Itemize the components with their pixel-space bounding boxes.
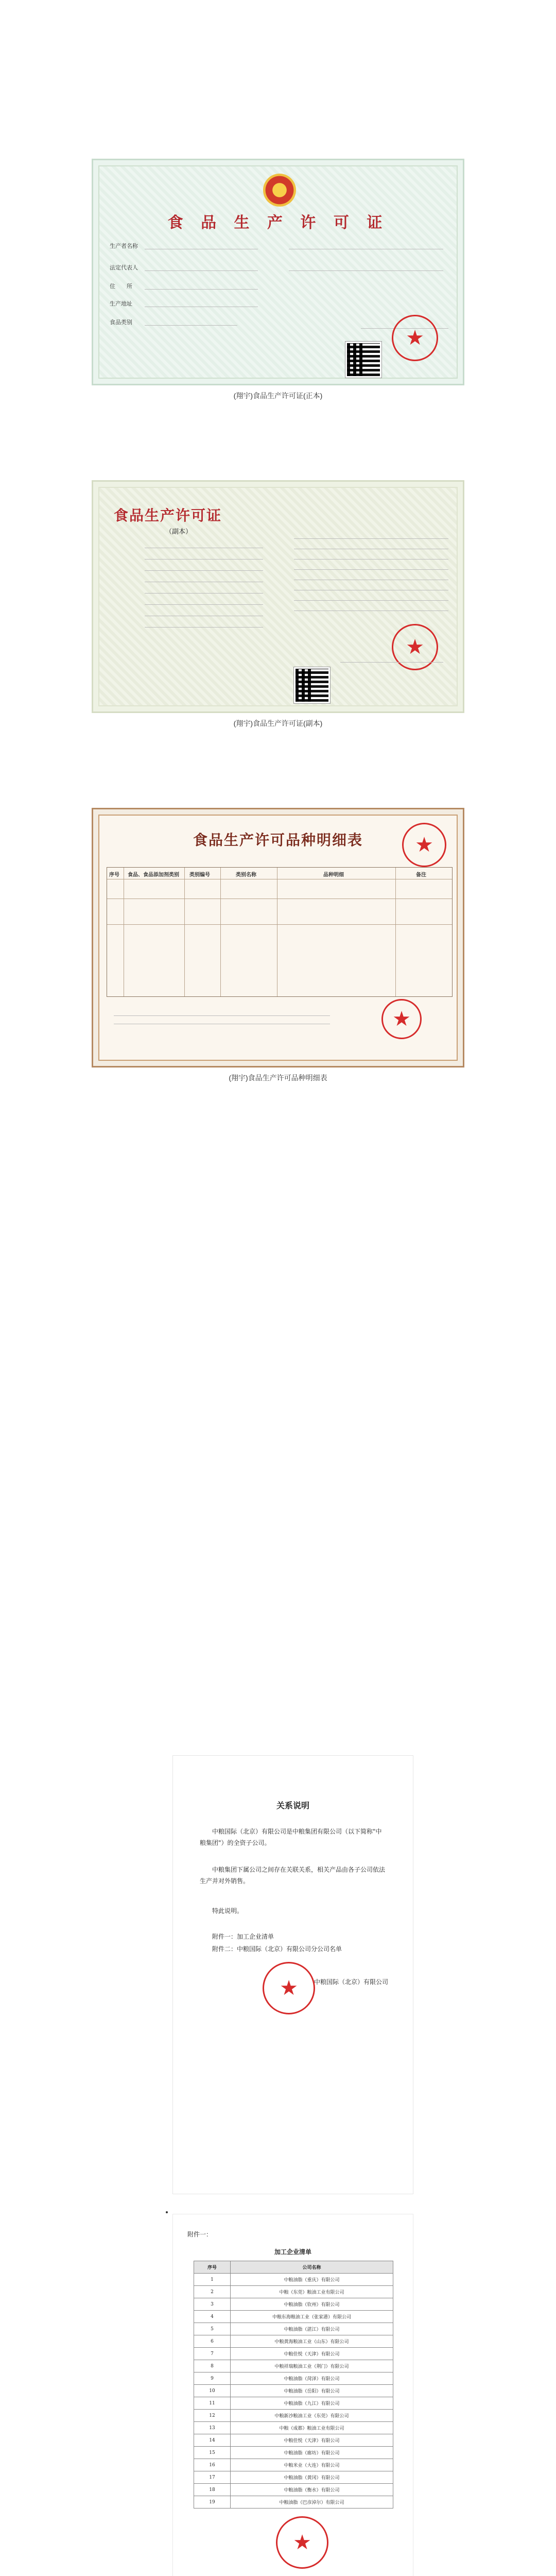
field-line [294,600,448,601]
official-seal-icon [392,315,438,361]
row-index-cell: 10 [194,2385,231,2397]
processing-enterprises-table [194,2261,393,2509]
row-index-cell: 16 [194,2459,231,2471]
letter-paragraph: 中粮国际（北京）有限公司是中粮集团有限公司（以下简称"中粮集团"）的全资子公司。 [200,1828,382,1846]
letter-paragraph: 中粮集团下属公司之间存在关联关系，相关产品由各子公司依法生产并对外销售。 [200,1866,386,1885]
row-index-cell: 7 [194,2348,231,2360]
company-name-cell: 中粮油脂（廊坊）有限公司 [231,2447,393,2459]
company-name-cell: 中粮油脂（九江）有限公司 [231,2397,393,2410]
table-rule [220,868,221,996]
letter-heading: 关系说明 [276,1801,309,1810]
letter-paragraph: 特此说明。 [212,1907,244,1914]
row-index-cell: 9 [194,2372,231,2385]
letter-attachment: 附件二：中粮国际（北京）有限公司分公司名单 [212,1945,342,1953]
row-index-cell: 17 [194,2471,231,2484]
row-index-cell: 4 [194,2311,231,2323]
table-row [194,2360,393,2372]
company-name-cell: 中粮油脂（钦州）有限公司 [231,2298,393,2311]
company-name-cell: 中粮油脂（黄冈）有限公司 [231,2471,393,2484]
table-row [194,2410,393,2422]
field-line [145,604,263,605]
certificate-subtitle: （副本） [165,528,193,536]
certificate-detail-table [92,808,464,1067]
row-index-cell: 12 [194,2410,231,2422]
row-index-cell: 8 [194,2360,231,2372]
table-header-cell: 序号 [109,872,119,878]
row-index-cell: 14 [194,2434,231,2447]
field-line [289,270,443,271]
company-name-cell: 中粮东海粮油工业（张家港）有限公司 [231,2311,393,2323]
company-name-cell: 中粮油脂（重庆）有限公司 [231,2274,393,2286]
row-index-cell: 6 [194,2335,231,2348]
company-name-cell: 中粮佳悦（天津）有限公司 [231,2348,393,2360]
company-name-cell: 中粮油脂（湛江）有限公司 [231,2323,393,2335]
separator-dot [166,2211,168,2213]
field-label: 生产者名称 [110,243,138,249]
qr-code-icon [294,667,330,703]
official-seal-icon [381,999,422,1039]
table-row [194,2372,393,2385]
company-name-cell: 中粮油脂（巴彦淖尔）有限公司 [231,2496,393,2509]
company-name-cell: 中粮（东莞）粮油工业有限公司 [231,2286,393,2298]
company-name-cell: 中粮佳悦（天津）有限公司 [231,2434,393,2447]
row-index-cell: 19 [194,2496,231,2509]
field-line [145,559,263,560]
certificate-caption: (翔宇)食品生产许可证(副本) [233,719,323,727]
footnote-line [114,1015,330,1016]
table-row [194,2422,393,2434]
certificate-title: 食品生产许可证 [114,507,222,524]
field-label: 生产地址 [110,300,132,307]
table-rule [395,868,396,996]
certificate-title: 食 品 生 产 许 可 证 [167,214,389,232]
table-row [194,2471,393,2484]
letter-attachment: 附件一：加工企业清单 [212,1933,274,1940]
appendix-one-page [173,2214,413,2576]
table-row [194,2286,393,2298]
table-row [194,2385,393,2397]
field-line [145,289,258,290]
company-name-cell: 中粮新沙粮油工业（东莞）有限公司 [231,2410,393,2422]
certificate-original [92,159,464,385]
field-line [294,569,448,570]
issuer-line [340,662,443,663]
letter-signature: 中粮国际（北京）有限公司 [314,1978,388,1986]
row-index-cell: 15 [194,2447,231,2459]
company-seal-icon [263,1962,315,2014]
table-row [194,2323,393,2335]
company-name-cell: 中粮油脂（衡水）有限公司 [231,2484,393,2496]
appendix-label: 附件一： [187,2231,213,2238]
table-header-cell: 备注 [416,872,426,878]
table-header-cell: 公司名称 [231,2261,393,2274]
company-seal-icon [276,2516,328,2569]
table-header-cell: 序号 [194,2261,231,2274]
field-line [145,570,263,571]
table-row [194,2434,393,2447]
field-line [294,559,448,560]
table-header-cell: 食品、食品添加剂类别 [128,872,179,878]
certificate-title: 食品生产许可品种明细表 [193,832,363,849]
table-row [194,2496,393,2509]
certificate-caption: (翔宇)食品生产许可品种明细表 [229,1074,327,1082]
field-label: 食品类别 [110,319,132,326]
field-line [145,270,258,271]
field-line [294,538,448,539]
certificate-copy [92,480,464,713]
table-row [194,2335,393,2348]
table-row [194,2298,393,2311]
field-label: 法定代表人 [110,264,138,271]
relationship-letter-page [173,1756,413,2194]
table-row [194,2484,393,2496]
table-row [194,2311,393,2323]
table-rule [107,924,452,925]
row-index-cell: 11 [194,2397,231,2410]
table-row [194,2459,393,2471]
official-seal-icon [392,624,438,670]
company-name-cell: 中粮油脂（岳阳）有限公司 [231,2385,393,2397]
row-index-cell: 1 [194,2274,231,2286]
table-header-cell: 品种明细 [323,872,344,878]
appendix-title: 加工企业清单 [274,2248,311,2256]
field-line [145,325,237,326]
table-row [194,2348,393,2360]
table-row [194,2397,393,2410]
qr-code-icon [345,342,381,378]
field-line [145,627,263,628]
row-index-cell: 13 [194,2422,231,2434]
field-line [145,593,263,594]
row-index-cell: 18 [194,2484,231,2496]
company-name-cell: 中粮米业（大连）有限公司 [231,2459,393,2471]
official-seal-icon [402,823,446,867]
row-index-cell: 2 [194,2286,231,2298]
company-name-cell: 中粮油脂（菏泽）有限公司 [231,2372,393,2385]
certificate-caption: (翔宇)食品生产许可证(正本) [233,392,323,400]
row-index-cell: 3 [194,2298,231,2311]
company-name-cell: 中粮黄海粮油工业（山东）有限公司 [231,2335,393,2348]
table-header-cell: 类别编号 [189,872,210,878]
table-row [194,2274,393,2286]
row-index-cell: 5 [194,2323,231,2335]
field-label: 住 所 [110,283,132,290]
company-name-cell: 中粮祥瑞粮油工业（荆门）有限公司 [231,2360,393,2372]
company-name-cell: 中粮（成都）粮油工业有限公司 [231,2422,393,2434]
table-rule [184,868,185,996]
table-row [194,2447,393,2459]
variety-table [107,867,453,997]
table-header-cell: 类别名称 [236,872,256,878]
national-emblem-icon [263,174,296,207]
